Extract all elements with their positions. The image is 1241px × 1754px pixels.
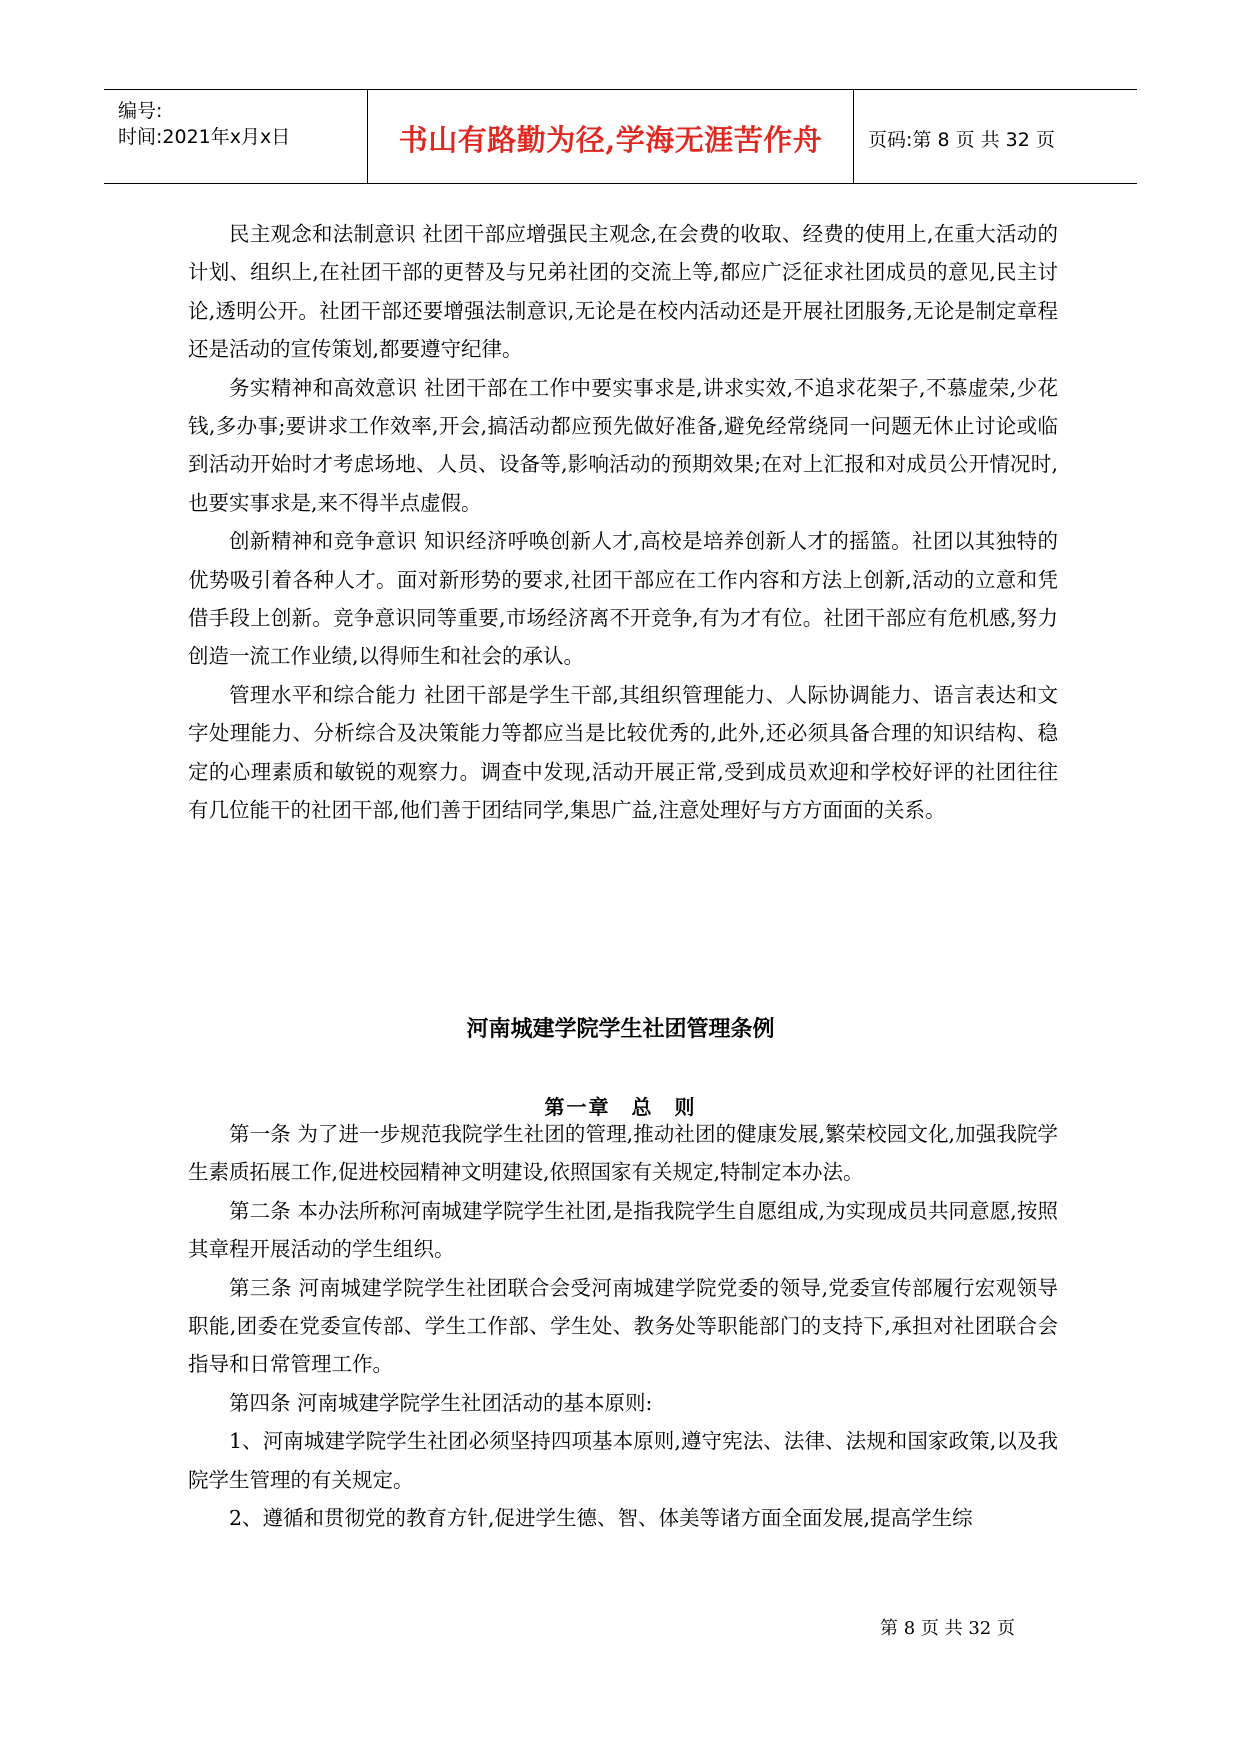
article-paragraph: 第四条 河南城建学院学生社团活动的基本原则: [229, 1390, 653, 1415]
article-paragraph: 2、遵循和贯彻党的教育方针,促进学生德、智、体美等诸方面全面发展,提高学生综 [229, 1506, 973, 1531]
document-number-label: 编号: [118, 100, 163, 122]
header-motto-cell [368, 90, 854, 183]
header-motto: 书山有路勤为径,学海无涯苦作舟 [398, 123, 823, 157]
chapter-heading: 第一章 总 则 [544, 1095, 697, 1119]
article-paragraph: 第二条 本办法所称河南城建学院学生社团,是指我院学生自愿组成,为实现成员共同意愿,按照其章程开展活动的学生组织。 [188, 1198, 1058, 1262]
article-paragraph: 第三条 河南城建学院学生社团联合会受河南城建学院党委的领导,党委宣传部履行宏观领导职能,团委在党委宣传部、学生工作部、学生处、教务处等职能部门的支持下,承担对社团联合会指导和日常管理工作。 [188, 1275, 1058, 1377]
document-body-section-1 [188, 215, 1058, 830]
page-header [104, 89, 1137, 184]
paragraph: 管理水平和综合能力 社团干部是学生干部,其组织管理能力、人际协调能力、语言表达和文字处理能力、分析综合及决策能力等都应当是比较优秀的,此外,还必须具备合理的知识结构、稳定的心理素质和敏锐的观察力。调查中发现,活动开展正常,受到成员欢迎和学校好评的社团往往有几位能干的社团干部,他们善于团结同学,集思广益,注意处理好与方方面面的关系。 [188, 682, 1058, 823]
page-footer-number: 第 8 页 共 32 页 [880, 1618, 1015, 1639]
paragraph: 民主观念和法制意识 社团干部应增强民主观念,在会费的收取、经费的使用上,在重大活动的计划、组织上,在社团干部的更替及与兄弟社团的交流上等,都应广泛征求社团成员的意见,民主讨论,透明公开。社团干部还要增强法制意识,无论是在校内活动还是开展社团服务,无论是制定章程还是活动的宣传策划,都要遵守纪律。 [188, 222, 1058, 362]
article-paragraph: 第一条 为了进一步规范我院学生社团的管理,推动社团的健康发展,繁荣校园文化,加强我院学生素质拓展工作,促进校园精神文明建设,依照国家有关规定,特制定本办法。 [188, 1122, 1058, 1185]
document-time-label: 时间:2021年x月x日 [118, 126, 291, 148]
header-info-cell [104, 90, 368, 183]
header-page-number: 页码:第 8 页 共 32 页 [868, 129, 1055, 151]
regulation-title: 河南城建学院学生社团管理条例 [466, 1017, 775, 1042]
header-page-cell [854, 90, 1137, 183]
paragraph: 务实精神和高效意识 社团干部在工作中要实事求是,讲求实效,不追求花架子,不慕虚荣,少花钱,多办事;要讲求工作效率,开会,搞活动都应预先做好准备,避免经常绕同一问题无休止讨论或临到活动开始时才考虑场地、人员、设备等,影响活动的预期效果;在对上汇报和对成员公开情况时,也要实事求是,来不得半点虚假。 [188, 375, 1058, 515]
paragraph: 创新精神和竞争意识 知识经济呼唤创新人才,高校是培养创新人才的摇篮。社团以其独特的优势吸引着各种人才。面对新形势的要求,社团干部应在工作内容和方法上创新,活动的立意和凭借手段上创新。竞争意识同等重要,市场经济离不开竞争,有为才有位。社团干部应有危机感,努力创造一流工作业绩,以得师生和社会的承认。 [188, 529, 1058, 669]
document-body-section-2 [188, 1115, 1058, 1537]
article-paragraph: 1、河南城建学院学生社团必须坚持四项基本原则,遵守宪法、法律、法规和国家政策,以及我院学生管理的有关规定。 [188, 1429, 1058, 1492]
